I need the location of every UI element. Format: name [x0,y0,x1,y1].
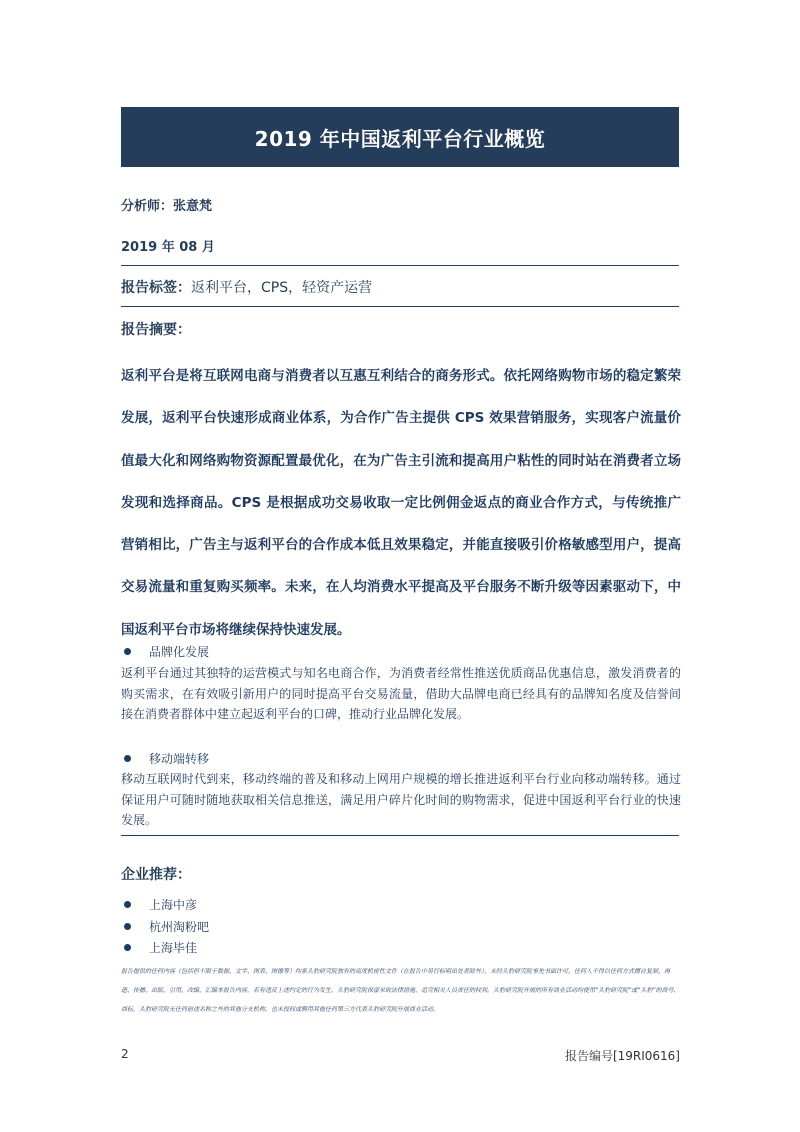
disclaimer-text: 报告提供的任何内容（包括但不限于数据、文字、图表、图像等）均系头豹研究院独有的高度机密性文件（在报告中另行标明出处者除外）。未经头豹研究院事先书面许可，任何人不得以任何方式擅自复制、再造、传播、出版、引用、改编、汇编本报告内容，若有违反上述约定的行为发生，头豹研究院保留采取法律措施、追究相关人员责任的权利。头豹研究院开展的所有商业活动均使用“头豹研究院”或“头豹”的商号、商标，头豹研究院无任何前述名称之外的其他分支机构，也未授权或聘用其他任何第三方代表头豹研究院开展商业活动。 [121,968,680,1013]
divider-top [121,265,679,266]
report-tags [121,277,372,297]
report-date: 2019 年 08 月 [121,240,215,255]
point-1-heading [121,643,209,660]
report-number: 报告编号[19RI0616] [564,1049,680,1063]
bullet-icon [124,755,131,762]
abstract-heading: 报告摘要： [121,322,191,338]
company-item [121,939,197,956]
point-2-text: 移动互联网时代到来，移动终端的普及和移动上网用户规模的增长推进返利平台行业向移动端转移。通过保证用户可随时随地获取相关信息推送，满足用户碎片化时间的购物需求，促进中国返利平台行业的快速发展。 [121,772,681,827]
companies-heading: 企业推荐： [121,867,191,883]
bullet-icon [124,648,131,655]
company-item [121,896,197,913]
bullet-icon [124,901,131,908]
abstract-text: 返利平台是将互联网电商与消费者以互惠互利结合的商务形式。依托网络购物市场的稳定繁荣发展，返利平台快速形成商业体系，为合作广告主提供 CPS 效果营销服务，实现客户流量价值最大化和网络购物资源配置最优化，在为广告主引流和提高用户粘性的同时站在消费者立场发现和选择商品。CPS 是根据成功交易收取一定比例佣金返点的商业合作方式，与传统推广营销相比，广告主与返利平台的合作成本低且效果稳定，并能直接吸引价格敏感型用户，提高交易流量和重复购买频率。未来，在人均消费水平提高及平台服务不断升级等因素驱动下，中国返利平台市场将继续保持快速发展。 [121,368,681,638]
point-2-heading [121,750,209,767]
bullet-icon [124,944,131,951]
company-name: 杭州淘粉吧 [149,920,210,934]
point-1-text: 返利平台通过其独特的运营模式与知名电商合作，为消费者经常性推送优质商品优惠信息，激发消费者的购买需求，在有效吸引新用户的同时提高平台交易流量，借助大品牌电商已经具有的品牌知名度及信誉间接在消费者群体中建立起返利平台的口碑，推动行业品牌化发展。 [121,666,681,721]
report-title: 2019 年中国返利平台行业概览 [254,126,546,151]
company-name: 上海毕佳 [149,941,198,955]
page-number: 2 [121,1047,129,1061]
divider-companies [121,835,679,836]
tags-label: 报告标签： [121,280,191,296]
bullet-icon [124,923,131,930]
point-2-title: 移动端转移 [149,752,210,766]
analyst-line: 分析师：张意梵 [121,199,213,214]
company-name: 上海中彦 [149,898,198,912]
company-item [121,918,209,935]
divider-tags [121,306,679,307]
report-title-banner [121,107,679,167]
point-1-title: 品牌化发展 [149,645,210,659]
tags-value: 返利平台，CPS，轻资产运营 [191,280,373,296]
